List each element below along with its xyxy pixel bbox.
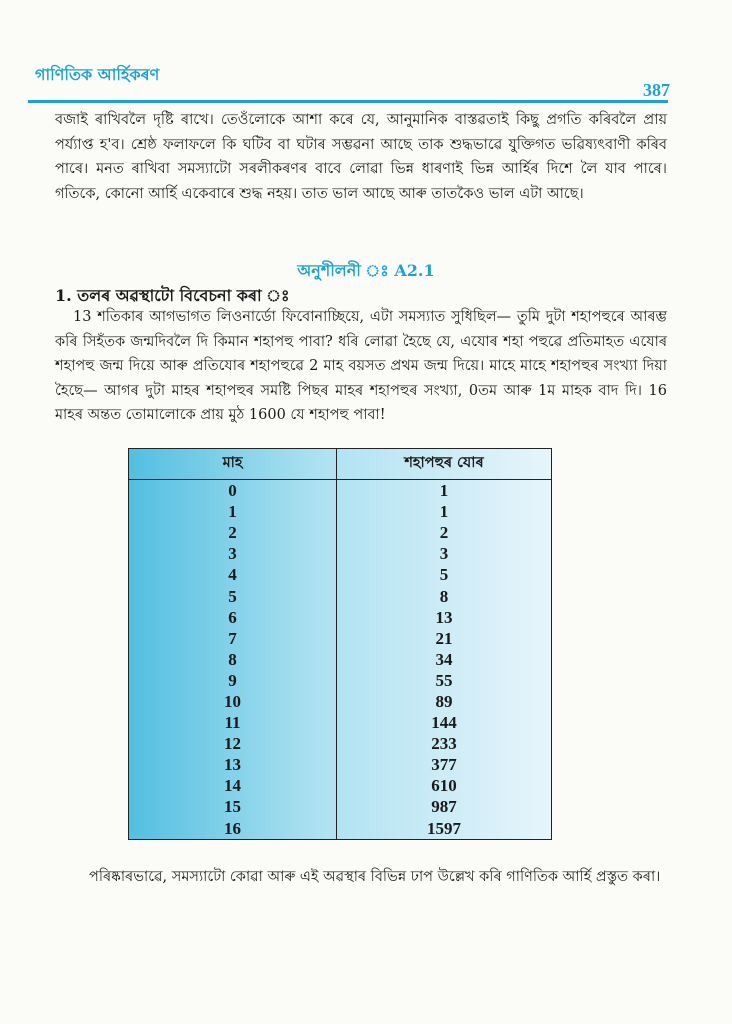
table-row [129,607,552,628]
pairs-cell: 5 [439,565,449,585]
month-cell: 14 [129,775,337,796]
month-cell: 16 [129,818,337,840]
month-cell: 5 [129,585,337,606]
pairs-cell: 1 [439,481,449,501]
table-row [129,691,552,712]
month-cell: 13 [129,754,337,775]
month-cell: 15 [129,796,337,817]
column-header-month: মাহ [129,449,337,480]
conclusion-block [55,865,667,890]
table-row [129,501,552,522]
month-cell: 3 [129,543,337,564]
month-cell: 12 [129,733,337,754]
question-text: 13 শতিকাৰ আগভাগত লিওনাৰ্ডো ফিবোনাচ্ছিয়ে, এটা সমস্যাত সুধিছিল— তুমি দুটা শহাপহুৰে আৰম্ভ কৰি সিহঁতক জন্মদিবলৈ দি কিমান শহাপহু পাবা? ধৰি লোৱা হৈছে যে, এযোৰ শহা পহুৱে প্ৰতিমাহত এযোৰ শহাপহু জন্ম দিয়ে আৰু প্ৰতিযোৰ শহাপহুৱে 2 মাহ বয়সত প্ৰথম জন্ম দিয়ে। মাহে মাহে শহাপহুৰ সংখ্যা দিয়া হৈছে— আগৰ দুটা মাহৰ শহাপহুৰ সমষ্টি পিছৰ মাহৰ শহাপহুৰ সংখ্যা, 0তম আৰু 1ম মাহক বাদ দি। 16 মাহৰ অন্তত তোমালোকে প্ৰায় মুঠ 1600 যে শহাপহু পাবা! [55,309,667,423]
pairs-cell: 55 [435,670,453,690]
table-row [129,818,552,840]
page-number: 387 [643,80,670,100]
pairs-cell: 21 [435,628,453,648]
fibonacci-table [128,448,552,840]
month-cell: 9 [129,670,337,691]
month-cell: 0 [129,480,337,502]
table-row [129,564,552,585]
header-rule [28,100,668,103]
month-cell: 4 [129,564,337,585]
pairs-cell: 3 [439,544,449,564]
pairs-cell: 89 [435,691,453,711]
pairs-cell: 987 [431,797,457,817]
table-row [129,585,552,606]
table-row [129,754,552,775]
pairs-cell: 233 [431,734,457,754]
pairs-cell: 610 [431,776,457,796]
month-cell: 11 [129,712,337,733]
table-row [129,796,552,817]
table-body [129,480,552,840]
pairs-cell: 34 [435,649,453,669]
month-cell: 1 [129,501,337,522]
conclusion-text: পৰিষ্কাৰভাৱে, সমস্যাটো কোৱা আৰু এই অৱস্থাৰ বিভিন্ন ঢাপ উল্লেখ কৰি গাণিতিক আৰ্হি প্ৰস্তুত কৰা। [89,869,661,885]
table-row [129,670,552,691]
exercise-title: অনুশীলনী ঃ A2.1 [297,261,435,280]
table-row [129,775,552,796]
table-row [129,480,552,502]
table-row [129,543,552,564]
running-header-title: গাণিতিক আৰ্হিকৰণ [35,65,160,84]
pairs-cell: 13 [435,607,453,627]
table-row [129,522,552,543]
table-row [129,649,552,670]
pairs-cell: 2 [439,523,449,543]
pairs-cell: 144 [431,713,457,733]
month-cell: 7 [129,628,337,649]
pairs-cell: 8 [439,586,449,606]
table-row [129,628,552,649]
question-text-block [55,305,667,428]
pairs-cell: 377 [431,755,457,775]
body-paragraph: বজাই ৰাখিবলৈ দৃষ্টি ৰাখে। তেওঁলোকে আশা কৰে যে, আনুমানিক বাস্তৱতাই কিছু প্ৰগতি কৰিবলৈ প্ৰায় পৰ্য্যাপ্ত হ'ব। শ্ৰেষ্ঠ ফলাফলে কি ঘটিব বা ঘটাৰ সম্ভৱনা আছে তাক শুদ্ধভাৱে যুক্তিগত ভৱিষ্যৎবাণী কৰিব পাৰে। মনত ৰাখিবা সমস্যাটো সৰলীকৰণৰ বাবে লোৱা ভিন্ন ধাৰণাই ভিন্ন আৰ্হিৰ দিশে লৈ যাব পাৰে। গতিকে, কোনো আৰ্হি একেবাৰে শুদ্ধ নহয়। তাত ভাল আছে আৰু তাতকৈও ভাল এটা আছে। [55,112,667,202]
pairs-cell: 1597 [427,818,461,838]
month-cell: 6 [129,607,337,628]
month-cell: 8 [129,649,337,670]
month-cell: 10 [129,691,337,712]
column-header-pairs: শহাপহুৰ যোৰ [337,449,552,480]
question-heading: 1. তলৰ অৱস্থাটো বিবেচনা কৰা ঃ [55,286,290,305]
body-paragraph-block [55,108,667,206]
table-row [129,712,552,733]
table-header-row [129,449,552,480]
month-cell: 2 [129,522,337,543]
pairs-cell: 1 [439,502,449,522]
table-row [129,733,552,754]
